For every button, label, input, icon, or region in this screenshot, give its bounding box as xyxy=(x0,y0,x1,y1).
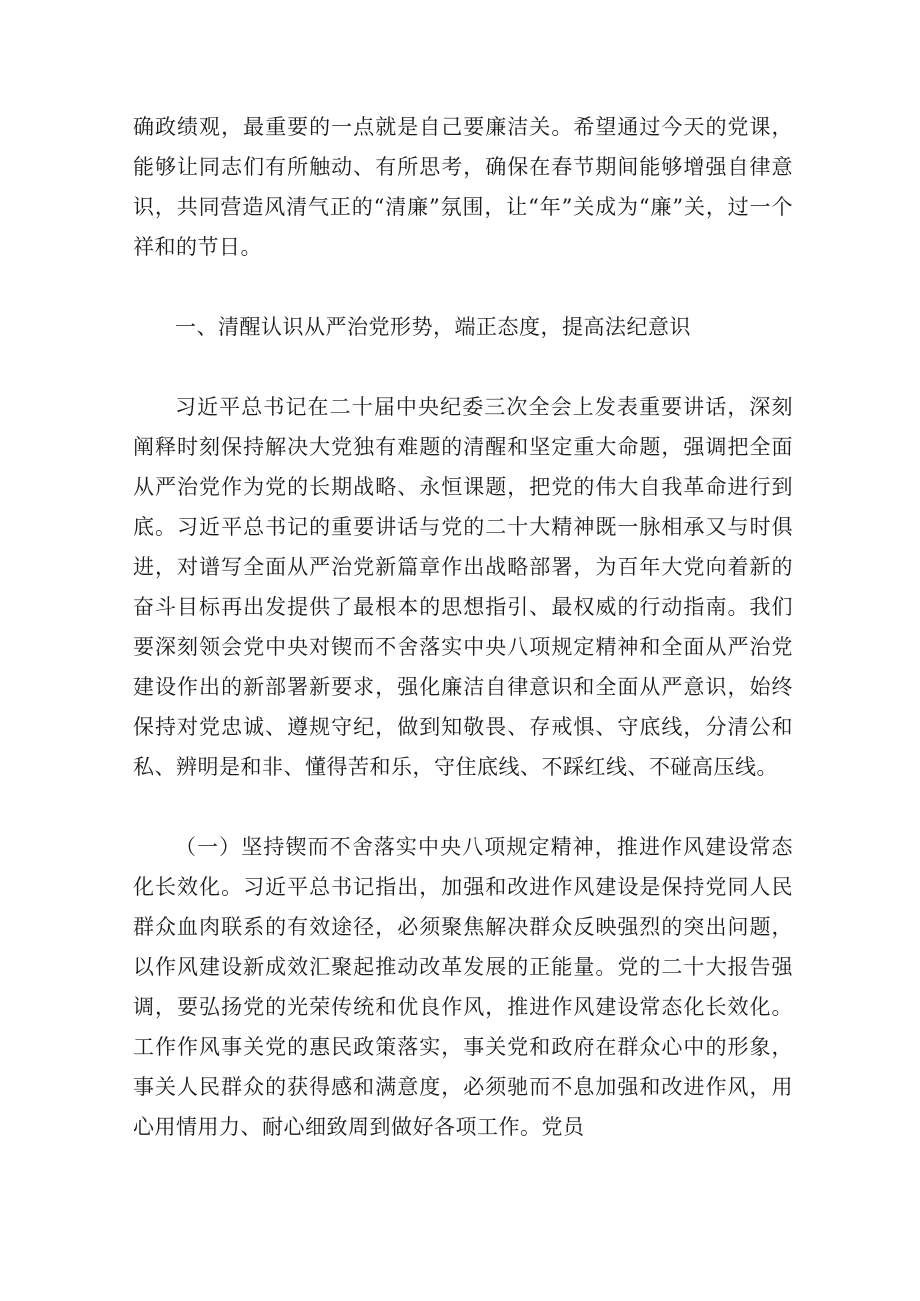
document-body xyxy=(133,107,793,1147)
paragraph-gap xyxy=(133,347,793,387)
body-paragraph-1: 习近平总书记在二十届中央纪委三次全会上发表重要讲话，深刻阐释时刻保持解决大党独有难题的清醒和坚定重大命题，强调把全面从严治党作为党的长期战略、永恒课题，把党的伟大自我革命进行到底。习近平总书记的重要讲话与党的二十大精神既一脉相承又与时俱进，对谱写全面从严治党新篇章作出战略部署，为百年大党向着新的奋斗目标再出发提供了最根本的思想指引、最权威的行动指南。我们要深刻领会党中央对锲而不舍落实中央八项规定精神和全面从严治党建设作出的新部署新要求，强化廉洁自律意识和全面从严意识，始终保持对党忠诚、遵规守纪，做到知敬畏、存戒惧、守底线，分清公和私、辨明是和非、懂得苦和乐，守住底线、不踩红线、不碰高压线。 xyxy=(133,395,793,779)
body-paragraph-2: （一）坚持锲而不舍落实中央八项规定精神，推进作风建设常态化长效化。习近平总书记指出，加强和改进作风建设是保持党同人民群众血肉联系的有效途径，必须聚焦解决群众反映强烈的突出问题，以作风建设新成效汇聚起推动改革发展的正能量。党的二十大报告强调，要弘扬党的光荣传统和优良作风，推进作风建设常态化长效化。工作作风事关党的惠民政策落实，事关党和政府在群众心中的形象，事关人民群众的获得感和满意度，必须驰而不息加强和改进作风，用心用情用力、耐心细致周到做好各项工作。党员 xyxy=(133,835,793,1139)
intro-paragraph: 确政绩观，最重要的一点就是自己要廉洁关。希望通过今天的党课，能够让同志们有所触动、有所思考，确保在春节期间能够增强自律意识，共同营造风清气正的“清廉”氛围，让“年”关成为“廉”关，过一个祥和的节日。 xyxy=(133,115,793,259)
paragraph-gap xyxy=(133,267,793,307)
paragraph-gap xyxy=(133,787,793,827)
section-heading-1: 一、清醒认识从严治党形势，端正态度，提高法纪意识 xyxy=(175,315,691,339)
